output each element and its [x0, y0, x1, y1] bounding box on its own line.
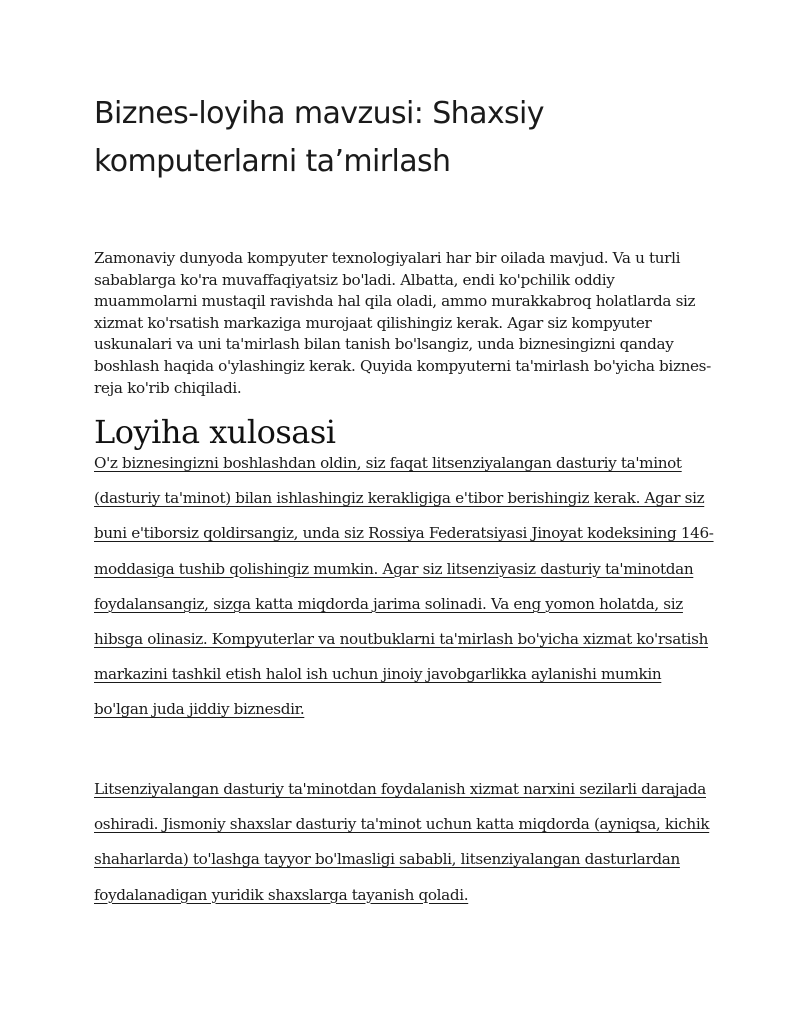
- document-title: Biznes-loyiha mavzusi: Shaxsiy komputerlarni ta’mirlash: [94, 96, 544, 179]
- summary-paragraph-link-2[interactable]: Litsenziyalangan dasturiy ta'minotdan foydalanish xizmat narxini sezilarli darajada oshiradi. Jismoniy shaxslar dasturiy ta'minot uchun katta miqdorda (ayniqsa, kichik shaharlarda) to'lashga tayyor bo'lmasligi sababli, litsenziyalangan dasturlardan foydalanadigan yuridik shaxslarga tayanish qoladi.: [94, 780, 710, 904]
- intro-paragraph: Zamonaviy dunyoda kompyuter texnologiyalari har bir oilada mavjud. Va u turli sabablarga ko'ra muvaffaqiyatsiz bo'ladi. Albatta, endi ko'pchilik oddiy muammolarni mustaqil ravishda hal qila oladi, ammo murakkabroq holatlarda siz xizmat ko'rsatish markaziga murojaat qilishingiz kerak. Agar siz kompyuter uskunalari va uni ta'mirlash bilan tanish bo'lsangiz, unda biznesingizni qanday boshlash haqida o'ylashingiz kerak. Quyida kompyuterni ta'mirlash bo'yicha biznes-reja ko'rib chiqiladi.: [94, 249, 711, 397]
- summary-paragraph-link-1[interactable]: O'z biznesingizni boshlashdan oldin, siz faqat litsenziyalangan dasturiy ta'minot (dasturiy ta'minot) bilan ishlashingiz kerakligiga e'tibor berishingiz kerak. Agar siz buni e'tiborsiz qoldirsangiz, unda siz Rossiya Federatsiyasi Jinoyat kodeksining 146-moddasiga tushib qolishingiz mumkin. Agar siz litsenziyasiz dasturiy ta'minotdan foydalansangiz, sizga katta miqdorda jarima solinadi. Va eng yomon holatda, siz hibsga olinasiz. Kompyuterlar va noutbuklarni ta'mirlash bo'yicha xizmat ko'rsatish markazini tashkil etish halol ish uchun jinoiy javobgarlikka aylanishi mumkin bo'lgan juda jiddiy biznesdir.: [94, 454, 714, 719]
- section-heading: Loyiha xulosasi: [94, 413, 336, 451]
